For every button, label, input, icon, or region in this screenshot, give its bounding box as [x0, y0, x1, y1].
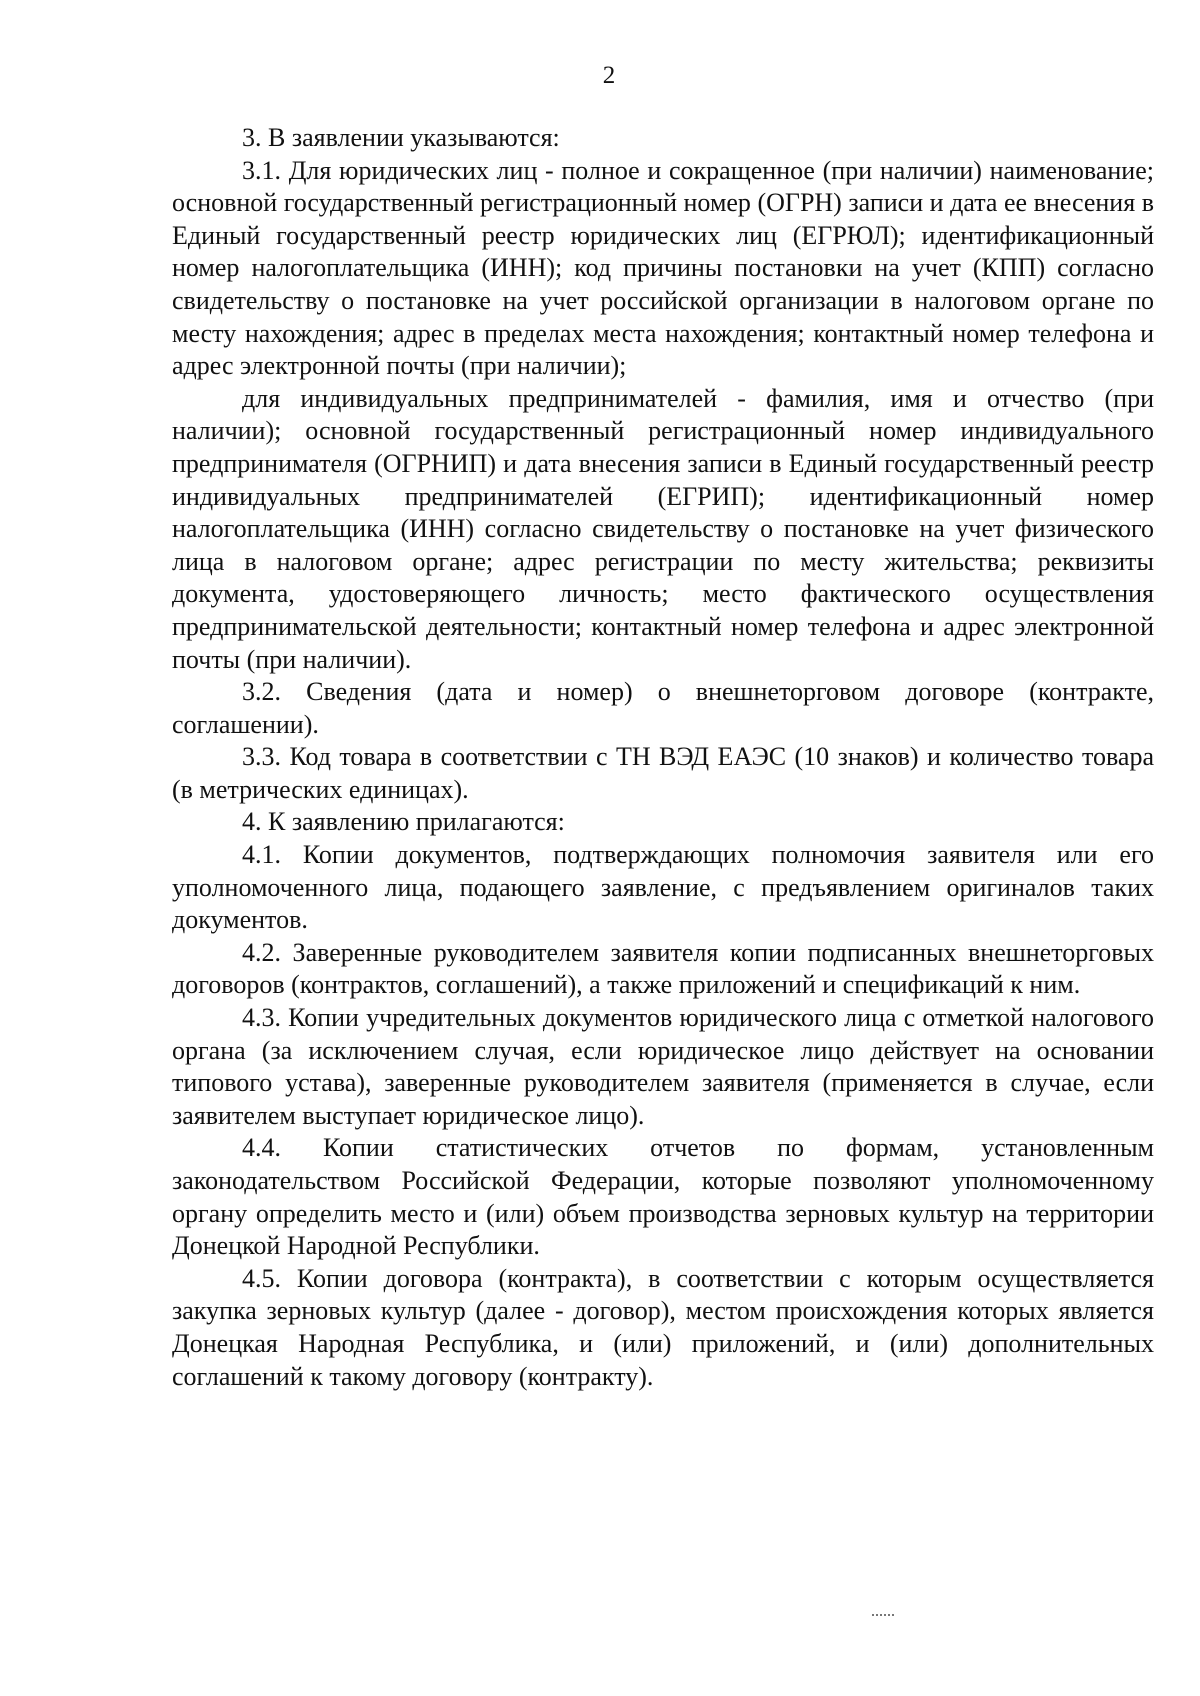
paragraph-4-5: 4.5. Копии договора (контракта), в соответствии с которым осуществляется закупка зерновых культур (далее - договор), местом происхождения которых является Донецкая Народная Республика, и (или) приложений, и (или) дополнительных соглашений к такому договору (контракту).: [172, 1263, 1154, 1391]
document-body: [172, 122, 1154, 1393]
paragraph-3-1: 3.1. Для юридических лиц - полное и сокращенное (при наличии) наименование; основной государственный регистрационный номер (ОГРН) записи и дата ее внесения в Единый государственный реестр юридических лиц (ЕГРЮЛ); идентификационный номер налогоплательщика (ИНН); код причины постановки на учет (КПП) согласно свидетельству о постановке на учет российской организации в налоговом органе по месту нахождения; адрес в пределах места нахождения; контактный номер телефона и адрес электронной почты (при наличии);: [172, 155, 1154, 381]
page-number: 2: [602, 62, 616, 89]
scan-artifact-mark: [872, 1614, 894, 1619]
paragraph-4-1: 4.1. Копии документов, подтверждающих полномочия заявителя или его уполномоченного лица, подающего заявление, с предъявлением оригиналов таких документов.: [172, 840, 1154, 935]
paragraph-4-4: 4.4. Копии статистических отчетов по формам, установленным законодательством Российской Федерации, которые позволяют уполномоченному органу определить место и (или) объем производства зерновых культур на территории Донецкой Народной Республики.: [172, 1133, 1154, 1261]
paragraph-3-1-individuals: для индивидуальных предпринимателей - фамилия, имя и отчество (при наличии); основной государственный регистрационный номер индивидуального предпринимателя (ОГРНИП) и дата внесения записи в Единый государственный реестр индивидуальных предпринимателей (ЕГРИП); идентификационный номер налогоплательщика (ИНН) согласно свидетельству о постановке на учет физического лица в налоговом органе; адрес регистрации по месту жительства; реквизиты документа, удостоверяющего личность; место фактического осуществления предпринимательской деятельности; контактный номер телефона и адрес электронной почты (при наличии).: [172, 383, 1154, 674]
paragraph-4-2: 4.2. Заверенные руководителем заявителя копии подписанных внешнеторговых договоров (контрактов, соглашений), а также приложений и спецификаций к ним.: [172, 937, 1154, 1000]
paragraph-3-3: 3.3. Код товара в соответствии с ТН ВЭД ЕАЭС (10 знаков) и количество товара (в метрических единицах).: [172, 742, 1154, 804]
paragraph-3-2: 3.2. Сведения (дата и номер) о внешнеторговом договоре (контракте, соглашении).: [172, 677, 1154, 739]
paragraph-4-3: 4.3. Копии учредительных документов юридического лица с отметкой налогового органа (за исключением случая, если юридическое лицо действует на основании типового устава), заверенные руководителем заявителя (применяется в случае, если заявителем выступает юридическое лицо).: [172, 1003, 1154, 1130]
paragraph-4: 4. К заявлению прилагаются:: [242, 807, 565, 837]
paragraph-3: 3. В заявлении указываются:: [242, 123, 560, 152]
